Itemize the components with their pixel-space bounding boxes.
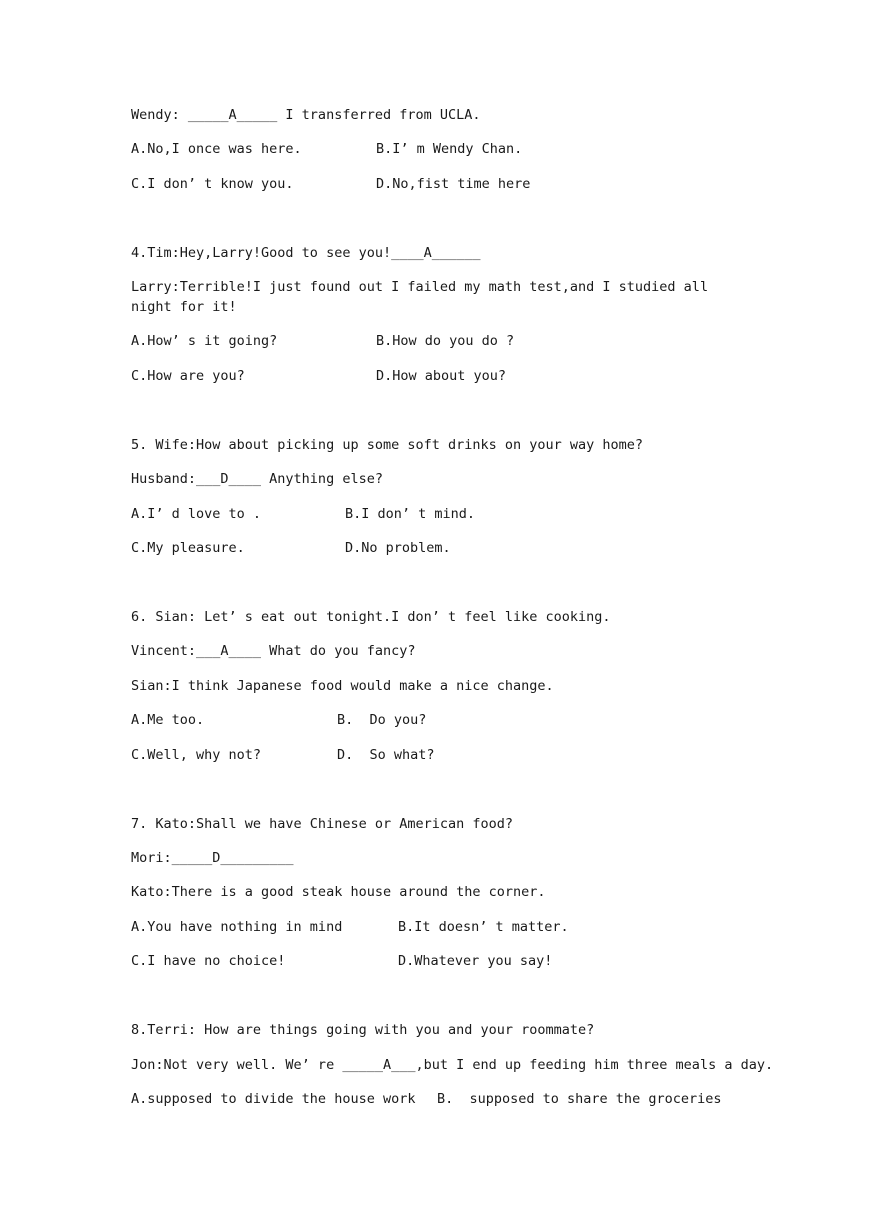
q8-option-a: A.supposed to divide the house work [131,1091,416,1107]
q3-option-c: C.I don’ t know you. [131,176,294,192]
q6-option-d: D. So what? [337,747,435,763]
q3-dialogue-wendy: Wendy: _____A_____ I transferred from UCLA. [131,107,481,123]
q4-dialogue-larry: Larry:Terrible!I just found out I failed my math test,and I studied all night for it! [131,279,709,315]
q4-option-d: D.How about you? [376,368,507,384]
q3-option-a: A.No,I once was here. [131,141,302,157]
q8-dialogue-jon: Jon:Not very well. We’ re _____A___,but I end up feeding him three meals a day. [131,1057,774,1073]
q6-dialogue-vincent: Vincent:___A____ What do you fancy? [131,643,416,659]
q7-option-a: A.You have nothing in mind [131,919,343,935]
q5-option-d: D.No problem. [345,540,451,556]
q4-option-a: A.How’ s it going? [131,333,278,349]
q5-option-a: A.I’ d love to . [131,506,262,522]
q8-option-b: B. supposed to share the groceries [437,1091,722,1107]
q6-option-a: A.Me too. [131,712,205,728]
q4-dialogue-tim: 4.Tim:Hey,Larry!Good to see you!____A______ [131,245,481,261]
q6-dialogue-sian: 6. Sian: Let’ s eat out tonight.I don’ t feel like cooking. [131,609,611,625]
q5-dialogue-husband: Husband:___D____ Anything else? [131,471,383,487]
q7-dialogue-mori: Mori:_____D_________ [131,850,294,866]
q3-option-d: D.No,fist time here [376,176,531,192]
q7-option-d: D.Whatever you say! [398,953,553,969]
q4-option-b: B.How do you do ? [376,333,515,349]
q5-dialogue-wife: 5. Wife:How about picking up some soft drinks on your way home? [131,437,644,453]
q7-dialogue-kato-reply: Kato:There is a good steak house around the corner. [131,884,546,900]
q7-option-b: B.It doesn’ t matter. [398,919,569,935]
q6-option-c: C.Well, why not? [131,747,262,763]
q5-option-c: C.My pleasure. [131,540,245,556]
q7-option-c: C.I have no choice! [131,953,286,969]
q3-option-b: B.I’ m Wendy Chan. [376,141,523,157]
q4-option-c: C.How are you? [131,368,245,384]
q5-option-b: B.I don’ t mind. [345,506,476,522]
q6-option-b: B. Do you? [337,712,427,728]
q6-dialogue-sian-reply: Sian:I think Japanese food would make a nice change. [131,678,554,694]
q8-dialogue-terri: 8.Terri: How are things going with you and your roommate? [131,1022,595,1038]
q7-dialogue-kato: 7. Kato:Shall we have Chinese or American food? [131,816,514,832]
